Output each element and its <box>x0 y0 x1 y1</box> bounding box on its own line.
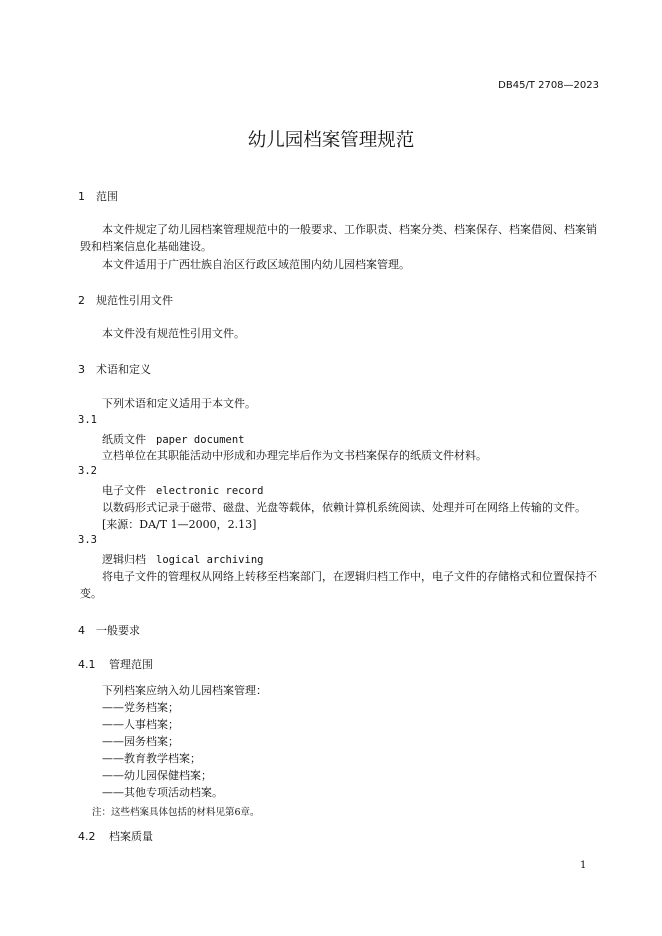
section-title: 范围 <box>96 190 118 203</box>
term-heading <box>102 482 263 498</box>
section-2-heading <box>78 292 173 308</box>
section-title: 术语和定义 <box>96 363 151 376</box>
list-item: ——党务档案； <box>102 701 179 714</box>
section-number: 4 <box>78 624 85 637</box>
term-number: 3.3 <box>78 534 97 546</box>
term-number: 3.1 <box>78 414 97 426</box>
subsection-number: 4.2 <box>78 830 96 843</box>
term-definition: 以数码形式记录于磁带、磁盘、光盘等载体，依赖计算机系统阅读、处理并可在网络上传输的文件。 <box>102 501 586 514</box>
section-4-heading <box>78 622 140 638</box>
page-number: 1 <box>580 860 587 871</box>
scope-paragraph-1: 本文件规定了幼儿园档案管理规范中的一般要求、工作职责、档案分类、档案保存、档案借阅、档案销毁和档案信息化基础建设。 <box>80 223 597 253</box>
subsection-number: 4.1 <box>78 658 96 671</box>
term-en: paper document <box>156 434 245 446</box>
section-title: 一般要求 <box>96 624 140 637</box>
term-source: [来源：DA/T 1—2000，2.13] <box>102 518 257 531</box>
list-item: ——其他专项活动档案。 <box>102 786 223 799</box>
term-en: logical archiving <box>156 554 264 566</box>
normative-references-text: 本文件没有规范性引用文件。 <box>102 327 245 340</box>
term-heading <box>102 551 263 567</box>
section-number: 1 <box>78 190 85 203</box>
section-number: 3 <box>78 363 85 376</box>
term-zh: 电子文件 <box>102 484 146 497</box>
archive-scope-intro: 下列档案应纳入幼儿园档案管理： <box>102 684 267 697</box>
subsection-4-2-heading <box>78 828 153 844</box>
terms-intro: 下列术语和定义适用于本文件。 <box>102 397 256 410</box>
term-number: 3.2 <box>78 465 97 477</box>
subsection-title: 管理范围 <box>109 658 153 671</box>
subsection-title: 档案质量 <box>109 830 153 843</box>
note: 注：这些档案具体包括的材料见第6章。 <box>92 807 260 818</box>
section-number: 2 <box>78 294 85 307</box>
term-definition: 将电子文件的管理权从网络上转移至档案部门，在逻辑归档工作中，电子文件的存储格式和位置保持不变。 <box>80 570 597 600</box>
scope-paragraph-2: 本文件适用于广西壮族自治区行政区域范围内幼儿园档案管理。 <box>102 258 410 271</box>
list-item: ——园务档案； <box>102 735 179 748</box>
standard-code: DB45/T 2708—2023 <box>498 80 599 91</box>
section-3-heading <box>78 361 151 377</box>
term-en: electronic record <box>156 485 264 497</box>
section-title: 规范性引用文件 <box>96 294 173 307</box>
term-heading <box>102 431 245 447</box>
list-item: ——人事档案； <box>102 718 179 731</box>
list-item: ——幼儿园保健档案； <box>102 769 212 782</box>
subsection-4-1-heading <box>78 656 153 672</box>
section-1-heading <box>78 188 118 204</box>
term-zh: 纸质文件 <box>102 433 146 446</box>
term-zh: 逻辑归档 <box>102 553 146 566</box>
term-definition: 立档单位在其职能活动中形成和办理完毕后作为文书档案保存的纸质文件材料。 <box>102 449 487 462</box>
page-title: 幼儿园档案管理规范 <box>247 130 415 151</box>
list-item: ——教育教学档案； <box>102 752 201 765</box>
